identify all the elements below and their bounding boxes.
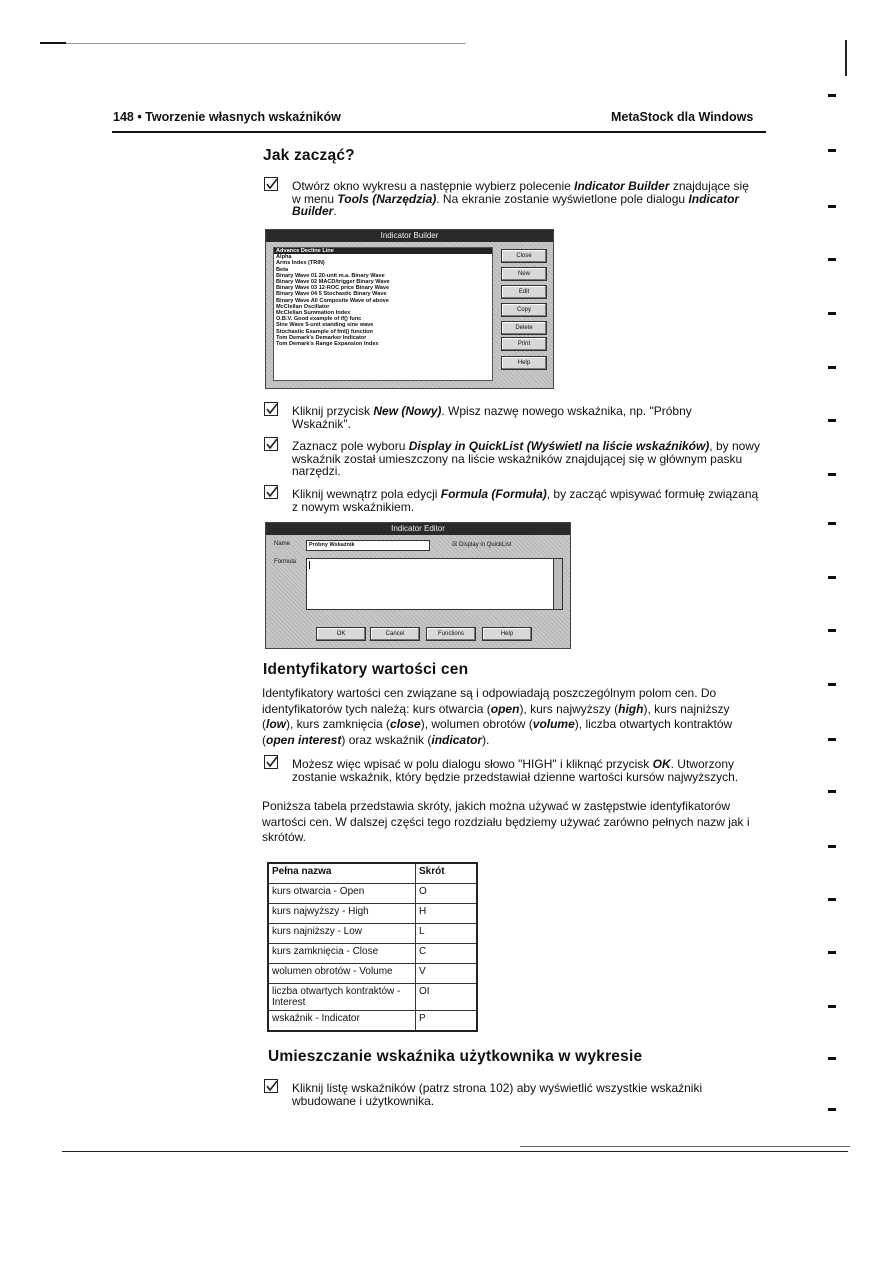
running-header-left: 148 • Tworzenie własnych wskaźników xyxy=(113,110,341,124)
new-button[interactable]: New xyxy=(501,267,547,281)
scan-edge-mark xyxy=(828,1057,836,1060)
quicklist-checkbox[interactable]: ☒ Display in QuickList xyxy=(452,542,512,548)
list-item[interactable]: Beta xyxy=(276,266,289,273)
close-button[interactable]: Close xyxy=(501,249,547,263)
instruction-indicator-list: Kliknij listę wskaźników (patrz strona 102) aby wyświetlić wszystkie wskaźniki wbudowane i użytkownika. xyxy=(292,1081,703,1108)
table-cell: C xyxy=(416,944,478,964)
table-cell: kurs otwarcia - Open xyxy=(268,884,416,904)
scan-edge-mark xyxy=(828,205,836,208)
scan-edge-mark xyxy=(828,845,836,848)
list-item[interactable]: Binary Wave 03 12-ROC price Binary Wave xyxy=(276,285,390,292)
text-cursor xyxy=(309,561,310,569)
table-cell: kurs zamknięcia - Close xyxy=(268,944,416,964)
identifiers-paragraph: Identyfikatory wartości cen związane są i odpowiadają poszczególnym polom cen. Do identyfikatorów tych należą: kurs otwarcia (open), kurs najwyższy (high), kurs najniższy (low), kurs zamknięcia (close), wolumen obrotów (volume), liczba otwartych kontraktów (open interest) oraz wskaźnik (indicator). xyxy=(262,686,733,747)
table-row xyxy=(268,924,477,944)
list-item[interactable]: McClellan Oscillator xyxy=(276,303,330,310)
checkmark-icon xyxy=(264,485,278,499)
scan-edge-mark xyxy=(828,1005,836,1008)
table-row xyxy=(268,884,477,904)
indicator-list[interactable] xyxy=(273,247,493,381)
table-row xyxy=(268,1011,477,1032)
scan-edge-mark xyxy=(828,683,836,686)
scan-edge-mark xyxy=(828,790,836,793)
scan-edge-mark xyxy=(828,951,836,954)
indicator-editor-dialog xyxy=(265,522,571,649)
copy-button[interactable]: Copy xyxy=(501,303,547,317)
section-title-jak-zaczac: Jak zacząć? xyxy=(263,147,355,164)
scan-edge-mark xyxy=(828,629,836,632)
instruction-type-high: Możesz więc wpisać w polu dialogu słowo "HIGH" i kliknąć przycisk OK. Utworzony zostanie wskaźnik, który będzie przedstawiał dzienne wartości kursów najwyższych. xyxy=(292,757,739,784)
scan-corner-mark xyxy=(823,40,847,76)
ok-button[interactable]: OK xyxy=(316,627,366,641)
checkmark-icon xyxy=(264,437,278,451)
list-item[interactable]: Tom Demark's Range Expansion Index xyxy=(276,341,379,348)
abbreviations-intro: Poniższa tabela przedstawia skróty, jakich można używać w zastępstwie identyfikatorów wartości cen. W dalszej części tego rozdziału będziemy używać zarówno pełnych nazw jak i skrótów. xyxy=(262,799,750,844)
table-cell: V xyxy=(416,964,478,984)
checkmark-icon xyxy=(264,402,278,416)
list-item[interactable]: Alpha xyxy=(276,254,292,261)
abbreviation-table xyxy=(267,862,478,1032)
bottom-rule-secondary xyxy=(520,1146,850,1147)
table-row xyxy=(268,944,477,964)
name-label: Name xyxy=(274,541,291,547)
list-item[interactable]: Tom Demark's Demarker Indicator xyxy=(276,334,367,341)
delete-button[interactable]: Delete xyxy=(501,321,547,335)
formula-scrollbar[interactable] xyxy=(553,558,563,610)
instruction-quicklist: Zaznacz pole wyboru Display in QuickList (Wyświetl na liście wskaźników), by nowy wskaźnik został umieszczony na liście wskaźników znajdującej się w głównym pasku narzędzi. xyxy=(292,439,760,478)
scan-edge-mark xyxy=(828,366,836,369)
scan-edge-mark xyxy=(828,94,836,97)
table-row xyxy=(268,904,477,924)
list-item[interactable]: Binary Wave 02 MACD/trigger Binary Wave xyxy=(276,279,390,286)
list-item[interactable]: Arms Index (TRIN) xyxy=(276,260,325,267)
table-cell: liczba otwartych kontraktów - Interest xyxy=(268,984,416,1011)
instruction-open-builder: Otwórz okno wykresu a następnie wybierz polecenie Indicator Builder znajdujące się w menu Tools (Narzędzia). Na ekranie zostanie wyświetlone pole dialogu Indicator Builder. xyxy=(292,179,749,218)
table-cell: O xyxy=(416,884,478,904)
formula-input[interactable] xyxy=(306,558,554,610)
table-header-row xyxy=(268,863,477,884)
list-item[interactable]: Binary Wave 01 20-unit m.a. Binary Wave xyxy=(276,272,385,279)
functions-button[interactable]: Functions xyxy=(426,627,476,641)
table-cell: P xyxy=(416,1011,478,1032)
scan-mark-top xyxy=(40,42,66,44)
table-cell: OI xyxy=(416,984,478,1011)
scan-edge-mark xyxy=(828,473,836,476)
checkmark-icon xyxy=(264,1079,278,1093)
table-header: Skrót xyxy=(416,863,478,884)
dialog-title: Indicator Editor xyxy=(266,523,570,535)
table-cell: kurs najniższy - Low xyxy=(268,924,416,944)
instruction-new-button: Kliknij przycisk New (Nowy). Wpisz nazwę nowego wskaźnika, np. "Próbny Wskaźnik". xyxy=(292,404,692,431)
table-cell: wskaźnik - Indicator xyxy=(268,1011,416,1032)
edit-button[interactable]: Edit xyxy=(501,285,547,299)
scan-line-top xyxy=(66,43,466,44)
scan-edge-mark xyxy=(828,898,836,901)
scan-edge-mark xyxy=(828,149,836,152)
table-header: Pełna nazwa xyxy=(268,863,416,884)
list-item[interactable]: Binary Wave 04 5 Stochastic Binary Wave xyxy=(276,291,387,298)
scan-edge-mark xyxy=(828,576,836,579)
indicator-builder-dialog xyxy=(265,229,554,389)
table-row xyxy=(268,964,477,984)
table-cell: H xyxy=(416,904,478,924)
table-cell: L xyxy=(416,924,478,944)
header-rule xyxy=(112,131,766,133)
list-item[interactable]: Advance Decline Line xyxy=(274,248,492,254)
list-item[interactable]: Stochastic Example of fml() function xyxy=(276,328,373,335)
print-button[interactable]: Print xyxy=(501,337,547,351)
scan-edge-mark xyxy=(828,312,836,315)
list-item[interactable]: O.B.V. Good example of if() func xyxy=(276,316,362,323)
instruction-formula: Kliknij wewnątrz pola edycji Formula (Formuła), by zacząć wpisywać formułę związaną z nowym wskaźnikiem. xyxy=(292,487,759,514)
checkmark-icon xyxy=(264,177,278,191)
section-title-identyfikatory: Identyfikatory wartości cen xyxy=(263,661,469,678)
running-header-right: MetaStock dla Windows xyxy=(611,110,754,124)
scan-edge-mark xyxy=(828,522,836,525)
scan-edge-mark xyxy=(828,1108,836,1111)
list-item[interactable]: Sine Wave 5-unit standing sine wave xyxy=(276,322,374,329)
scan-edge-mark xyxy=(828,738,836,741)
section-title-umieszczanie: Umieszczanie wskaźnika użytkownika w wykresie xyxy=(268,1048,643,1065)
table-row xyxy=(268,984,477,1011)
name-input[interactable]: Próbny Wskaźnik xyxy=(306,540,430,551)
list-item[interactable]: Binary Wave All Composite Wave of above xyxy=(276,297,389,304)
table-cell: kurs najwyższy - High xyxy=(268,904,416,924)
list-item[interactable]: McClellan Summation Index xyxy=(276,310,351,317)
dialog-title: Indicator Builder xyxy=(266,230,553,242)
help-button[interactable]: Help xyxy=(501,356,547,370)
cancel-button[interactable]: Cancel xyxy=(370,627,420,641)
scan-edge-mark xyxy=(828,258,836,261)
help-button[interactable]: Help xyxy=(482,627,532,641)
table-cell: wolumen obrotów - Volume xyxy=(268,964,416,984)
checkmark-icon xyxy=(264,755,278,769)
scan-edge-mark xyxy=(828,419,836,422)
formula-label: Formula xyxy=(274,559,297,565)
bottom-rule xyxy=(62,1151,848,1152)
